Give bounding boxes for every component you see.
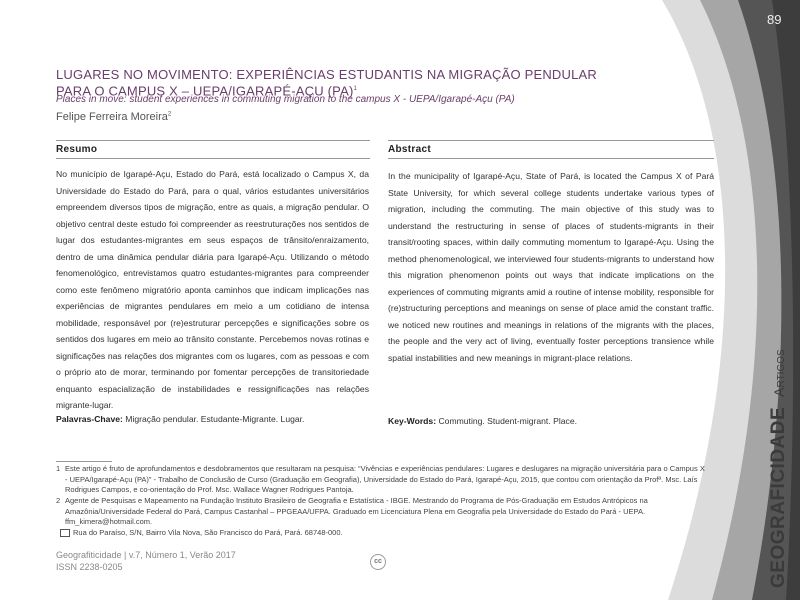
resumo-bottom-rule [56, 158, 370, 159]
abstract-keywords-value: Commuting. Student-migrant. Place. [438, 416, 577, 426]
address-line [60, 528, 710, 539]
resumo-heading: Resumo [56, 144, 98, 155]
footnote-2 [56, 496, 706, 528]
resumo-keywords-value: Migração pendular. Estudante-Migrante. Lugar. [125, 414, 305, 424]
resumo-text: No município de Igarapé-Açu, Estado do Pará, está localizado o Campus X, da Universidade do Estado do Pará, para o qual, vários estudantes universitários empreendem diversos tipos de migração, entre as quais, a migração pendular. O objetivo central deste estudo foi compreender as reestruturações nos sentidos de lugar dos estudantes-migrantes em seus espaços de trânsito/enraizamento, dentro de uma dinâmica pendular diária para Igarapé-Açu. Utilizando o método fenomenológico, entrevistamos quatro estudantes-migrantes para compreender como este fenômeno migratório aponta caminhos que indicam implicações nas experiências de migrantes pendulares em meio a um cotidiano de intensa mobilidade, responsável por (re)estruturar percepções e significações sobre os sentidos dos lugares em meio ao trânsito constante. Percebemos novas rotinas e significações nas relações dos migrantes com os lugares, com as pessoas e com o próprio ato de morar, terminando por fomentar percepções de transitoriedade enquanto espacialização de instabilidades e ressignificações nas relações migrante-lugar. [56, 169, 369, 410]
abstract-bottom-rule [388, 158, 714, 159]
section-name-vertical: Artigos [771, 349, 787, 397]
journal-name-vertical: GEOGRAFICIDADE [768, 406, 789, 588]
footnote-text: Agente de Pesquisas e Mapeamento na Fundação Instituto Brasileiro de Geografia e Estatística - IBGE. Mestrando do Programa de Pós-Graduação em Estudos Antrópicos na Amazônia/Universidade Federal do Pará, Campus Castanhal – PPGEAA/UFPA. Graduado em Licenciatura Plena em Geografia pela Universidade do Estado do Pará - UEPA. ffm_kimera@hotmail.com. [65, 496, 648, 526]
author-line [56, 111, 171, 123]
resumo-keywords [56, 414, 304, 424]
footnote-number: 1 [56, 464, 61, 473]
journal-issn: ISSN 2238-0205 [56, 562, 123, 572]
footnote-number: 2 [56, 496, 61, 505]
resumo-keywords-label: Palavras-Chave: [56, 414, 123, 424]
article-subtitle: Places in move: student experiences in commuting migration to the campus X - UEPA/Igarapé-Açu (PA) [56, 94, 515, 105]
abstract-top-rule [388, 140, 714, 141]
title-note-marker: 1 [353, 86, 358, 92]
author-note-marker: 2 [167, 111, 172, 118]
abstract-text: In the municipality of Igarapé-Açu, State of Pará, is located the Campus X of Pará State University, for which several college students undertake various types of migration, including the commuting. The main objective of this study was to understand the restructuring in sense of places of students-migrants in their transit/rooting spaces, within daily commuting momentum to Igarapé-Açu. Using the method phenomenological, we interviewed four students-migrants to understand how this migration phenomenon points out ways that indicate implications on the experiences of commuting migrants amid a routine of intense mobility, responsible for (re)structuring perceptions and meanings on sense of place amid the constant traffic. we noticed new routines and meanings in relations of the migrants with the places, the people and the very act of living, eventually foster perceptions transience while spatial instabilities and new meanings in migrant-place relations. [388, 171, 714, 363]
address-text: Rua do Paraíso, S/N, Bairro Vila Nova, São Francisco do Pará, Pará. 68748-000. [73, 528, 343, 537]
abstract-keywords-label: Key-Words: [388, 416, 437, 426]
footnote-text: Este artigo é fruto de aprofundamentos e desdobramentos que resultaram na pesquisa: “Vivências e experiências pendulares: Lugares e deslugares na migração universitária para o Campus X - UEPA/Igarapé-Açu (PA)” - Trabalho de Conclusão de Curso (Graduação em Geografia), Universidade do Estado do Pará, Igarapé-Açu, 2015, que contou com orientação da Profª. Msc. Laís Rodrigues Campos, e co-orientação do Prof. Msc. Wallace Wagner Rodrigues Pantoja. [65, 464, 705, 494]
mailbox-icon [60, 529, 70, 537]
title-text: LUGARES NO MOVIMENTO: EXPERIÊNCIAS ESTUDANTIS NA MIGRAÇÃO PENDULAR PARA O CAMPUS X – UEPA/IGARAPÉ-AÇU (PA) [56, 67, 598, 99]
author-name: Felipe Ferreira Moreira [56, 111, 168, 123]
journal-volume-line: Geografiticidade | v.7, Número 1, Verão 2017 [56, 550, 236, 560]
footnote-rule [56, 461, 112, 462]
footnote-1 [56, 464, 706, 496]
side-journal-brand [768, 349, 790, 588]
page-number: 89 [767, 12, 782, 27]
journal-footer [56, 549, 236, 573]
abstract-heading: Abstract [388, 144, 431, 155]
resumo-top-rule [56, 140, 370, 141]
creative-commons-icon: cc [370, 554, 386, 570]
abstract-keywords [388, 416, 577, 426]
